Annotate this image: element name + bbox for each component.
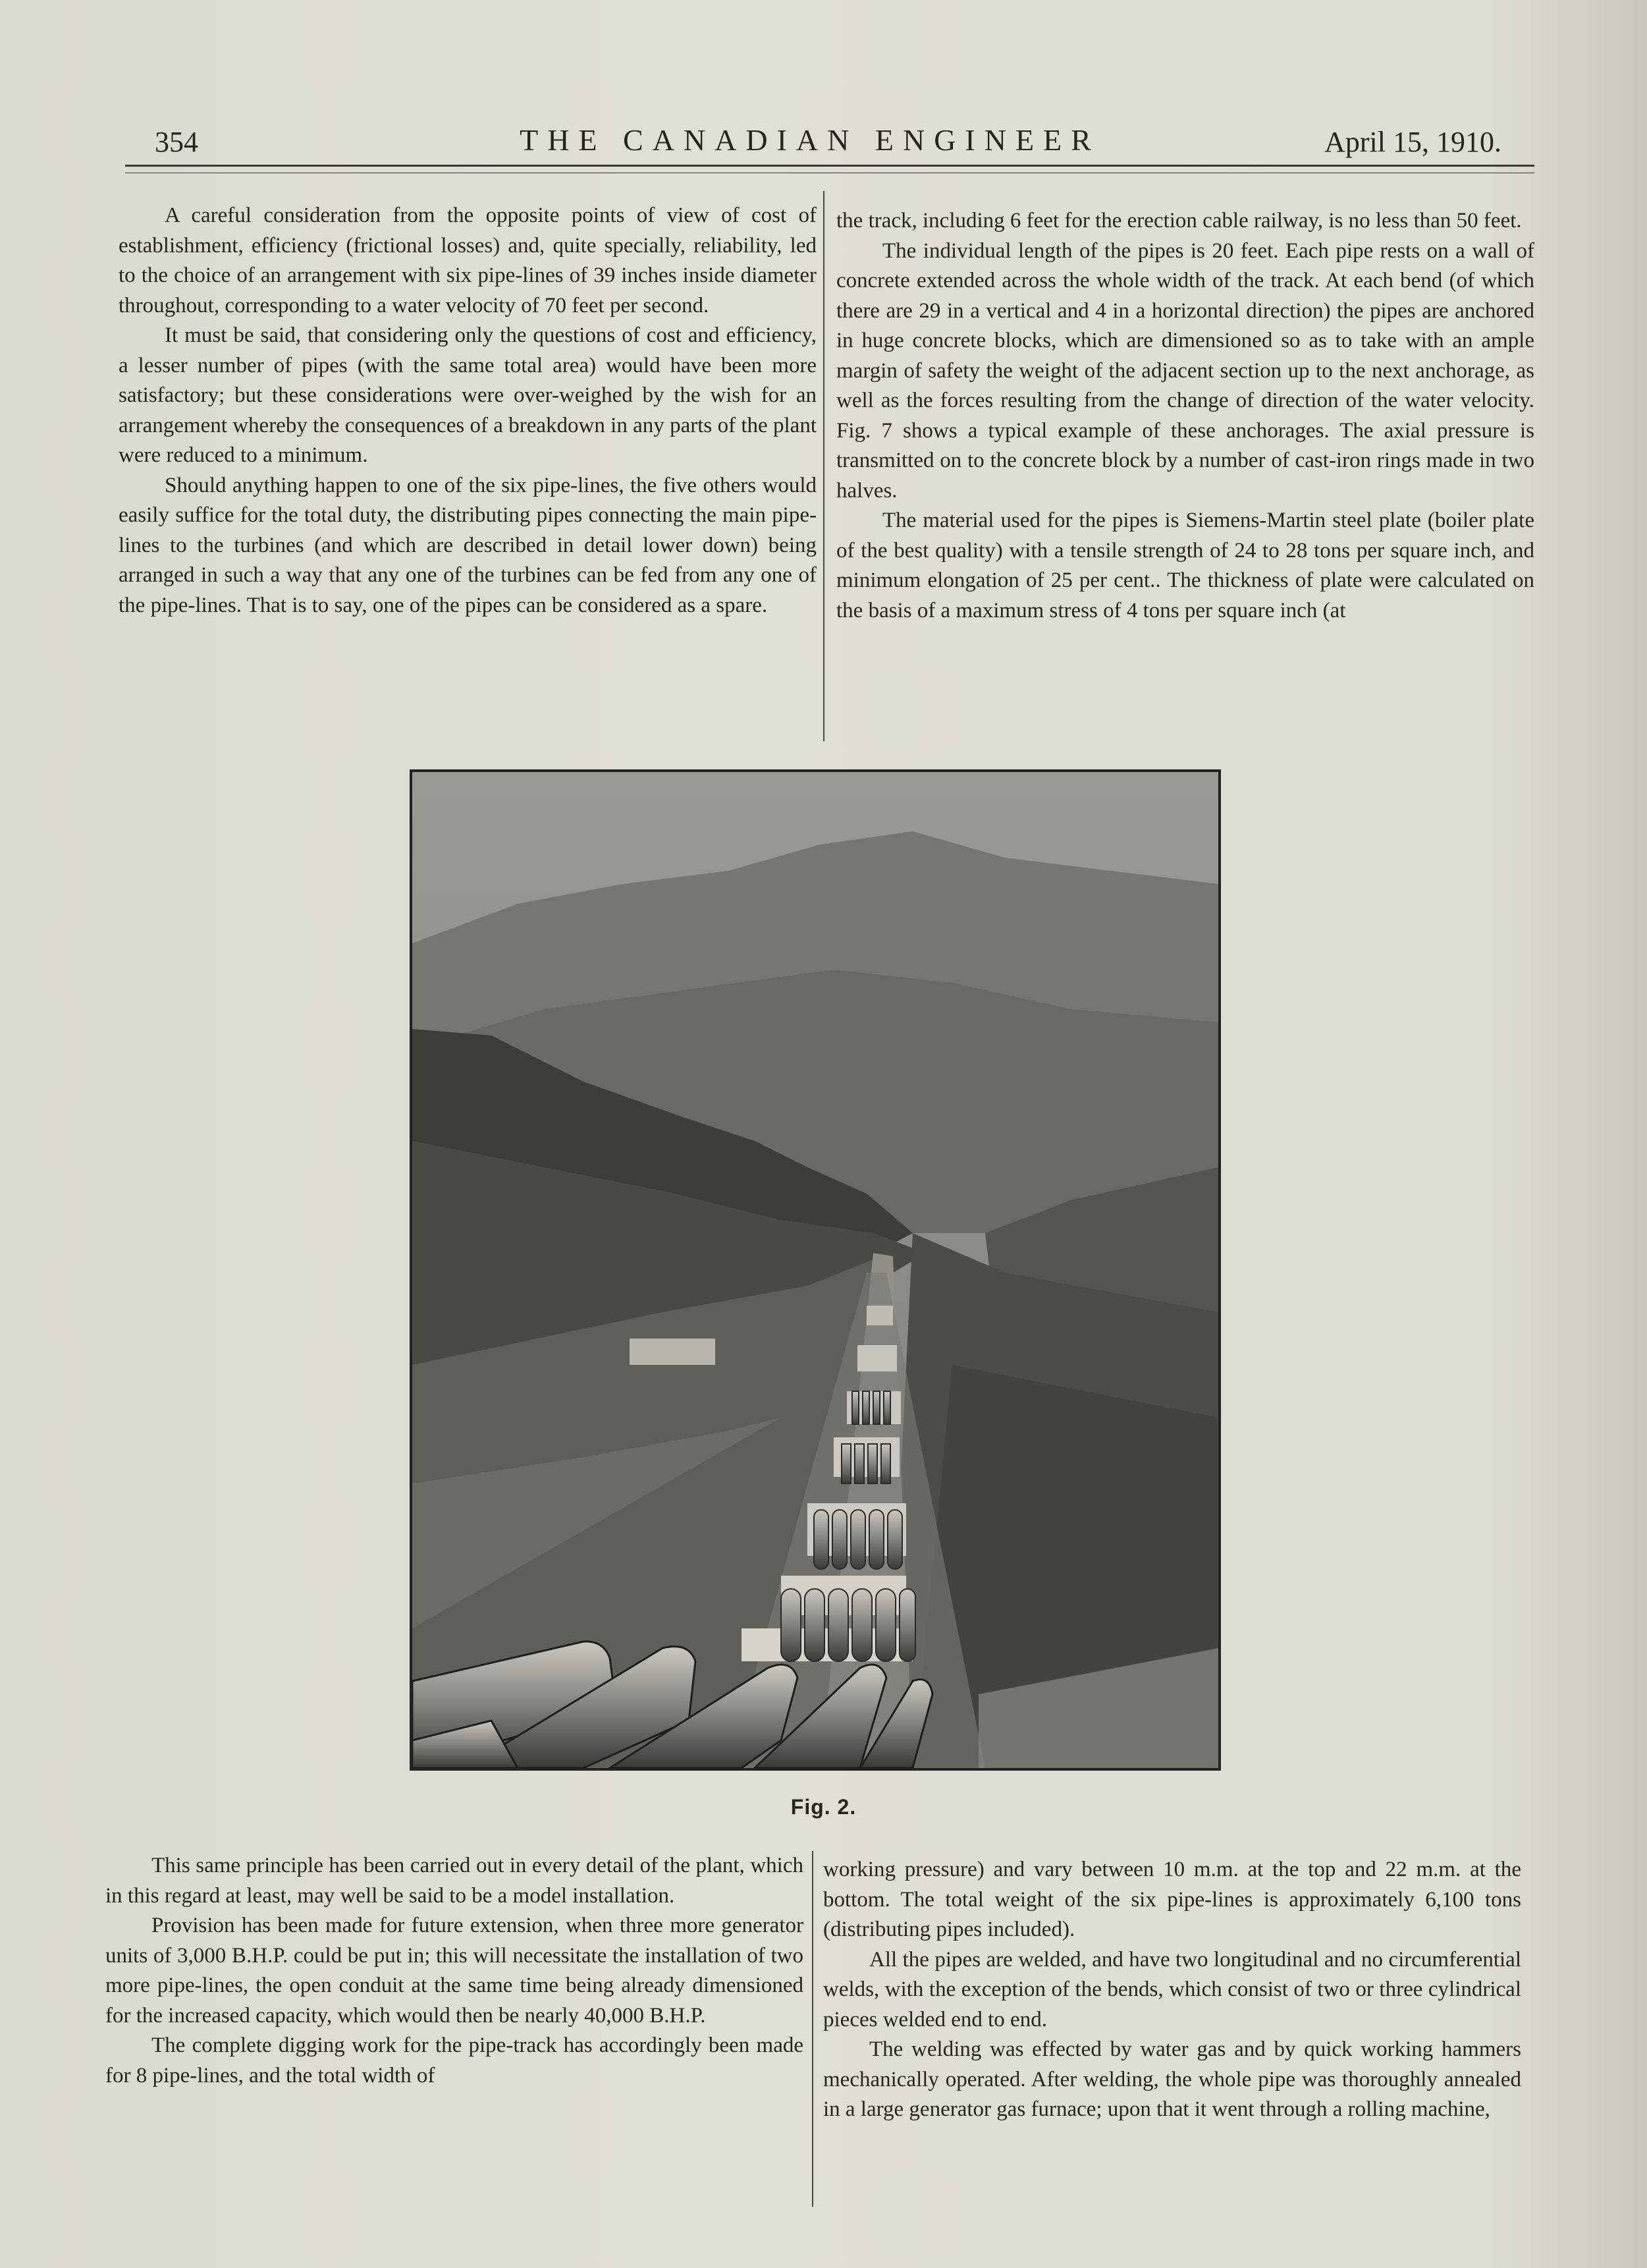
column-divider: [823, 191, 824, 741]
figure-caption: Fig. 2.: [790, 1795, 857, 1819]
paragraph: It must be said, that considering only the questions of cost and efficiency, a lesser number of pipes (with the same total area) would have been more satisfactory; but these considerations were over-weighed by the wish for an arrangement whereby the consequences of a breakdown in any parts of the plant were reduced to a minimum.: [119, 323, 817, 467]
page-number: 354: [155, 126, 198, 158]
top-right-column: [836, 206, 1534, 626]
paragraph: All the pipes are welded, and have two longitudinal and no circumferential welds, with the exception of the bends, which consist of two or three cylindrical pieces welded end to end.: [823, 1947, 1521, 2032]
paragraph: The welding was effected by water gas and by quick working hammers mechanically operated. After welding, the whole pipe was thoroughly annealed in a large generator gas furnace; upon that it went through a rolling machine,: [823, 2037, 1521, 2121]
pipeline-photograph: [410, 769, 1221, 1771]
paragraph: This same principle has been carried out in every detail of the plant, which in this regard at least, may well be said to be a model installation.: [105, 1854, 803, 1908]
header-rule: [125, 165, 1534, 167]
bottom-left-column: [105, 1851, 803, 2091]
bottom-right-column: [823, 1855, 1521, 2125]
paragraph: Provision has been made for future extension, when three more generator units of 3,000 B.H.P. could be put in; this will necessitate the installation of two more pipe-lines, the open conduit at the same time being already dimensioned for the increased capacity, which would then be nearly 40,000 B.H.P.: [105, 1914, 803, 2028]
issue-date: April 15, 1910.: [1324, 126, 1501, 158]
page-header: [119, 117, 1501, 163]
paragraph: The material used for the pipes is Siemens-Martin steel plate (boiler plate of the best quality) with a tensile strength of 24 to 28 tons per square inch, and minimum elongation of 25 per cent.. The thickness of plate were calculated on the basis of a maximum stress of 4 tons per square inch (at: [836, 509, 1534, 622]
paragraph: Should anything happen to one of the six pipe-lines, the five others would easily suffice for the total duty, the distributing pipes connecting the main pipe-lines to the turbines (and which are described in detail lower down) being arranged in such a way that any one of the turbines can be fed from any one of the pipe-lines. That is to say, one of the pipes can be considered as a spare.: [119, 473, 817, 617]
paragraph-continuation: working pressure) and vary between 10 m.m. at the top and 22 m.m. at the bottom. The total weight of the six pipe-lines is approximately 6,100 tons (distributing pipes included).: [823, 1858, 1521, 1941]
paragraph: The complete digging work for the pipe-track has accordingly been made for 8 pipe-lines, and the total width of: [105, 2033, 803, 2088]
top-left-column: [119, 201, 817, 621]
column-divider: [812, 1851, 813, 2207]
paragraph: A careful consideration from the opposite points of view of cost of establishment, efficiency (frictional losses) and, quite specially, reliability, led to the choice of an arrangement with six pipe-lines of 39 inches inside diameter throughout, corresponding to a water velocity of 70 feet per second.: [119, 204, 817, 318]
journal-title: THE CANADIAN ENGINEER: [520, 123, 1100, 157]
paragraph: The individual length of the pipes is 20 feet. Each pipe rests on a wall of concrete extended across the whole width of the track. At each bend (of which there are 29 in a vertical and 4 in a horizontal direction) the pipes are anchored in huge concrete blocks, which are dimensioned so as to take with an ample margin of safety the weight of the adjacent section up to the next anchorage, as well as the forces resulting from the change of direction of the water velocity. Fig. 7 shows a typical example of these anchorages. The axial pressure is transmitted on to the concrete block by a number of cast-iron rings made in two halves.: [836, 238, 1534, 503]
paragraph-continuation: the track, including 6 feet for the erection cable railway, is no less than 50 feet.: [836, 209, 1522, 233]
